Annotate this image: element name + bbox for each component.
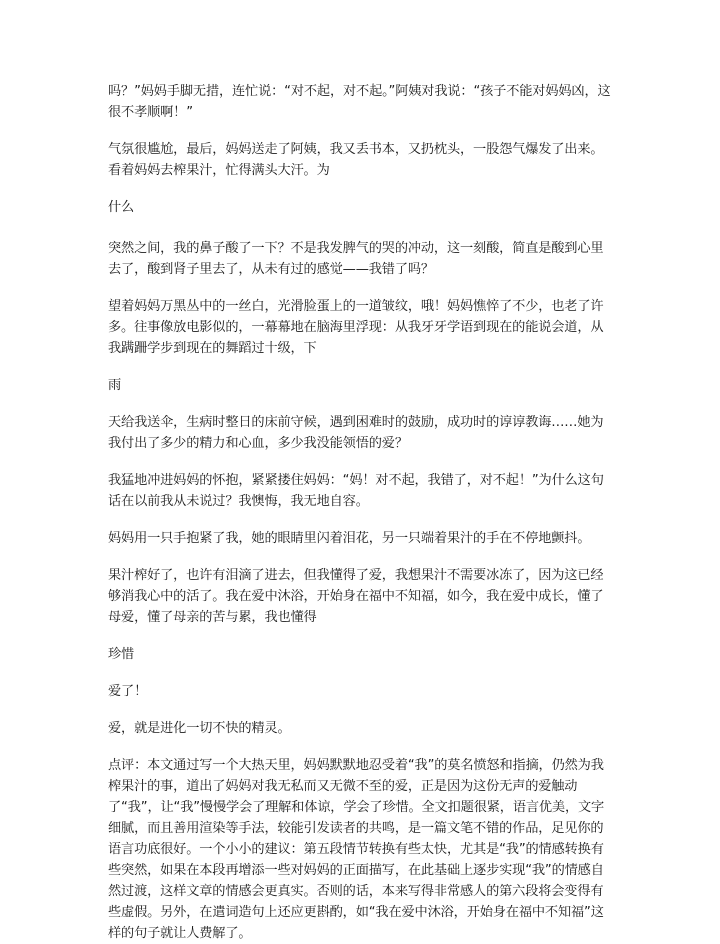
paragraph-11: 珍惜 (108, 647, 135, 662)
paragraph-1: 吗？”妈妈手脚无措，连忙说：“对不起，对不起。”阿姨对我说：“孩子不能对妈妈凶，这很不孝顺啊！” (108, 84, 611, 120)
paragraph-13: 爱，就是进化一切不快的精灵。 (108, 721, 291, 736)
paragraph-3: 什么 (108, 200, 135, 215)
paragraph-9: 妈妈用一只手抱紧了我，她的眼睛里闪着泪花，另一只端着果汁的手在不停地颤抖。 (108, 531, 591, 546)
paragraph-10: 果汁榨好了，也许有泪滴了进去，但我懂得了爱，我想果汁不需要冰冻了，因为这已经够消我心中的活了。我在爱中沐浴，开始身在福中不知福，如今，我在爱中成长，懂了母爱，懂了母亲的苦与累，我也懂得 (108, 568, 604, 625)
paragraph-7: 天给我送伞，生病时整日的床前守候，遇到困难时的鼓励，成功时的谆谆教诲……她为我付出了多少的精力和心血，多少我没能领悟的爱？ (108, 415, 604, 451)
document-page (108, 81, 613, 944)
paragraph-8: 我猛地冲进妈妈的怀抱，紧紧搂住妈妈：“妈！对不起，我错了，对不起！”为什么这句话在以前我从未说过？我懊悔，我无地自容。 (108, 473, 604, 509)
review-comment: 点评：本文通过写一个大热天里，妈妈默默地忍受着“我”的莫名愤怒和指摘，仍然为我榨果汁的事，道出了妈妈对我无私而又无微不至的爱，正是因为这份无声的爱触动了“我”，让“我”慢慢学会了理解和体谅，学会了珍惜。全文扣题很紧，语言优美，文字细腻，而且善用渲染等手法，较能引发读者的共鸣，是一篇文笔不错的作品，足见你的语言功底很好。一个小小的建议：第五段情节转换有些太快，尤其是“我”的情感转换有些突然，如果在本段再增添一些对妈妈的正面描写，在此基础上逐步实现“我”的情感自然过渡，这样文章的情感会更真实。否则的话，本来写得非常感人的第六段将会变得有些虚假。另外，在遣词造句上还应更斟酌，如“我在爱中沐浴，开始身在福中不知福”这样的句子就让人费解了。 (108, 758, 605, 941)
paragraph-5: 望着妈妈万黑丛中的一丝白，光滑脸蛋上的一道皱纹，哦！妈妈憔悴了不少，也老了许多。往事像放电影似的，一幕幕地在脑海里浮现：从我牙牙学语到现在的能说会道，从我蹒跚学步到现在的舞蹈过十级，下 (108, 299, 604, 356)
paragraph-4: 突然之间，我的鼻子酸了一下？不是我发脾气的哭的冲动，这一刻酸，简直是酸到心里去了，酸到肾子里去了，从未有过的感觉——我错了吗？ (108, 241, 604, 277)
paragraph-2: 气氛很尴尬，最后，妈妈送走了阿姨，我又丢书本，又扔枕头，一股怨气爆发了出来。看着妈妈去榨果汁，忙得满头大汗。为 (108, 142, 604, 178)
paragraph-6: 雨 (108, 378, 122, 393)
paragraph-12: 爱了！ (108, 684, 148, 699)
